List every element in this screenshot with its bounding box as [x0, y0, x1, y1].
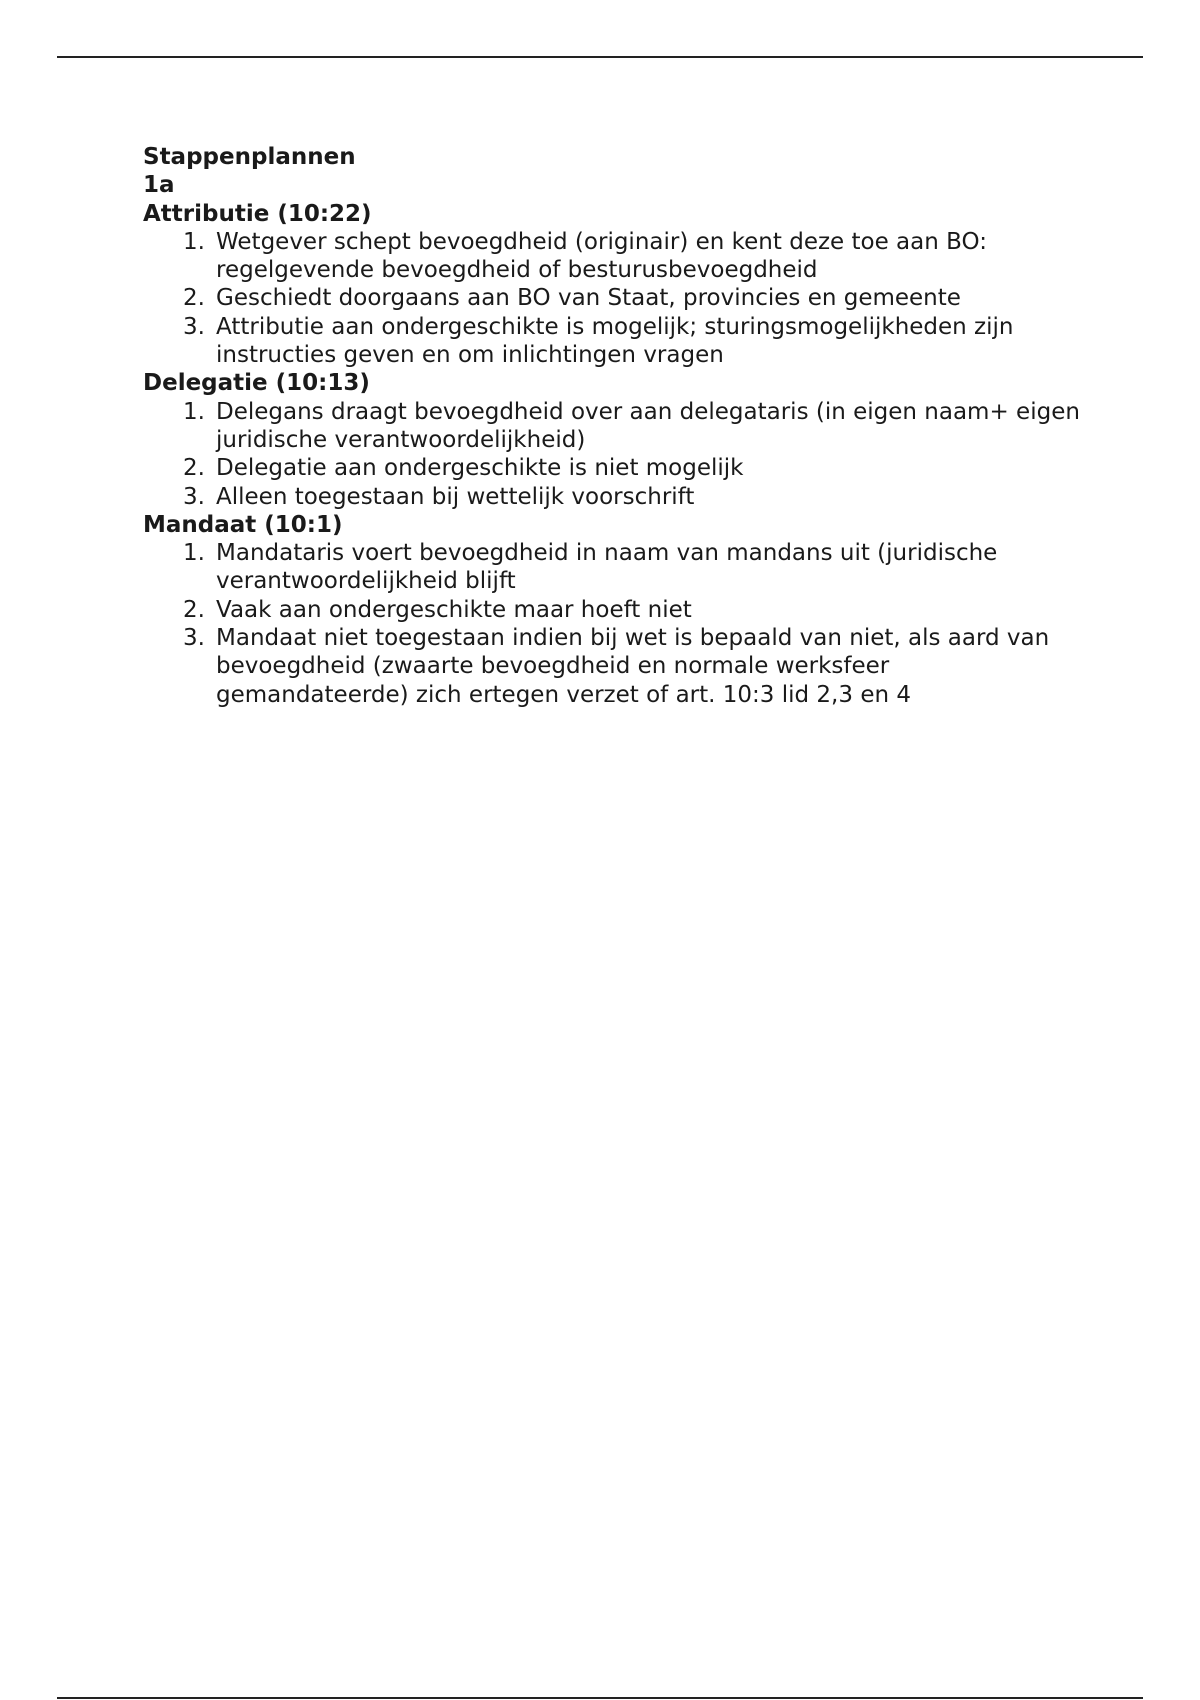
list-item — [143, 398, 1083, 455]
list-number: 1. — [183, 398, 205, 425]
list-item-text: Delegans draagt bevoegdheid over aan delegataris (in eigen naam+ eigen juridische verantwoordelijkheid) — [216, 398, 1080, 453]
numbered-list — [143, 398, 1083, 511]
list-item — [143, 454, 1083, 482]
section-mandaat — [143, 511, 1083, 709]
list-item-text: Mandataris voert bevoegdheid in naam van mandans uit (juridische verantwoordelijkheid blijft — [216, 540, 998, 595]
list-item — [143, 539, 1083, 596]
list-item — [143, 228, 1083, 285]
list-item — [143, 483, 1083, 511]
section-delegatie — [143, 369, 1083, 510]
list-number: 2. — [183, 596, 205, 623]
list-item — [143, 596, 1083, 624]
list-number: 2. — [183, 285, 205, 312]
numbered-list — [143, 539, 1083, 709]
list-item-text: Wetgever schept bevoegdheid (originair) en kent deze toe aan BO: regelgevende bevoegdheid of besturusbevoegdheid — [216, 228, 987, 284]
document-body — [143, 143, 1083, 709]
document-title: Stappenplannen — [143, 144, 356, 170]
list-item-text: Geschiedt doorgaans aan BO van Staat, provincies en gemeente — [216, 285, 961, 312]
header-rule — [57, 56, 1143, 58]
list-item-text: Vaak aan ondergeschikte maar hoeft niet — [216, 596, 692, 623]
list-number: 3. — [183, 625, 205, 652]
list-number: 1. — [183, 228, 205, 255]
section-attributie — [143, 200, 1083, 370]
list-number: 1. — [183, 540, 205, 567]
list-number: 3. — [183, 483, 205, 510]
section-heading: Attributie (10:22) — [143, 200, 372, 227]
list-item — [143, 313, 1083, 370]
list-item-text: Mandaat niet toegestaan indien bij wet is bepaald van niet, als aard van bevoegdheid (zwaarte bevoegdheid en normale werksfeer gemandateerde) zich ertegen verzet of art. 10:3 lid 2,3 en 4 — [216, 625, 1050, 708]
list-number: 3. — [183, 313, 205, 340]
section-heading: Mandaat (10:1) — [143, 511, 343, 538]
list-item — [143, 284, 1083, 312]
list-item-text: Alleen toegestaan bij wettelijk voorschrift — [216, 483, 695, 510]
footer-rule — [57, 1697, 1143, 1699]
numbered-list — [143, 228, 1083, 369]
list-item — [143, 624, 1083, 709]
list-item-text: Delegatie aan ondergeschikte is niet mogelijk — [216, 455, 744, 482]
list-item-text: Attributie aan ondergeschikte is mogelijk; sturingsmogelijkheden zijn instructies geven en om inlichtingen vragen — [216, 313, 1014, 369]
document-subtitle: 1a — [143, 172, 175, 199]
list-number: 2. — [183, 455, 205, 482]
section-heading: Delegatie (10:13) — [143, 370, 370, 397]
